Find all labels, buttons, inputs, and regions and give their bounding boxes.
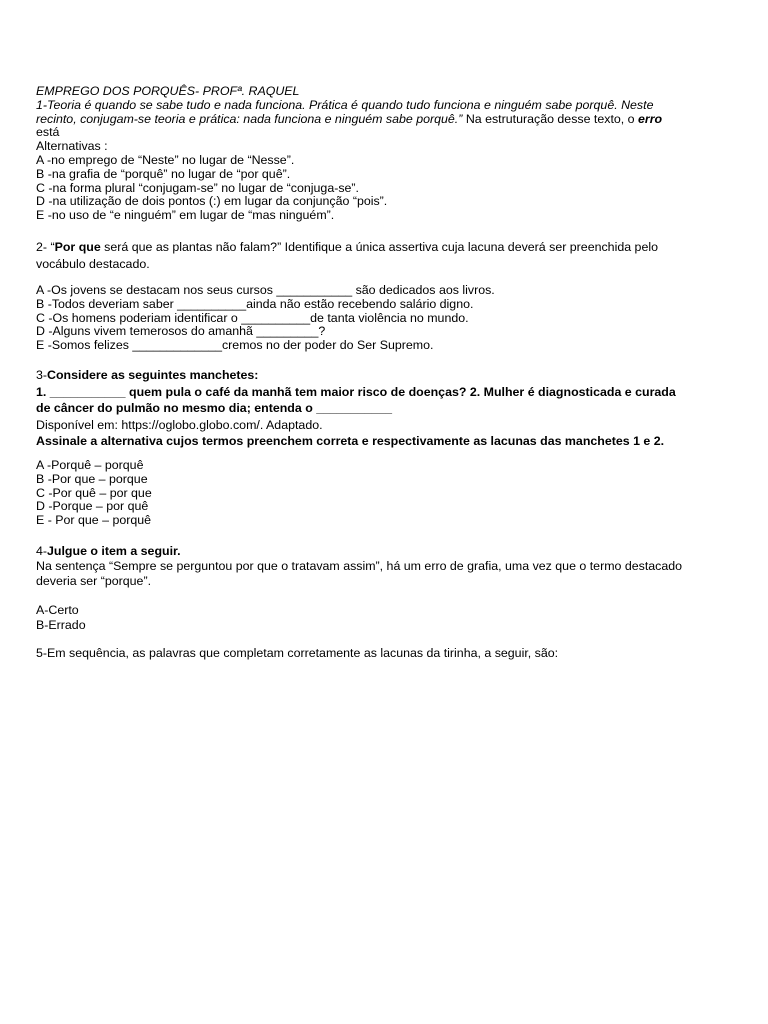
question-2-stem-line-2: vocábulo destacado. <box>36 257 150 271</box>
question-3-heading: 3-Considere as seguintes manchetes: <box>36 368 259 382</box>
question-2-stem: 2- “Por que será que as plantas não falam?” Identifique a única assertiva cuja lacuna deverá ser preenchida pelo <box>36 240 658 254</box>
headline-1: 1. ___________ quem pula o café da manhã tem maior risco de doenças? 2. Mulher é diagnosticada e curada <box>36 384 676 399</box>
question-1-quote-line-1: 1-Teoria é quando se sabe tudo e nada funciona. Prática é quando tudo funciona e ninguém sabe porquê. Neste <box>36 97 654 112</box>
option-4b: B-Errado <box>36 618 86 633</box>
question-5-text: 5-Em sequência, as palavras que completam corretamente as lacunas da tirinha, a seguir, são: <box>36 646 559 660</box>
question-2-options <box>36 284 726 353</box>
option-2e: E -Somos felizes _____________cremos no der poder do Ser Supremo. <box>36 338 434 353</box>
headline-2: de câncer do pulmão no mesmo dia; entenda o ___________ <box>36 401 393 416</box>
option-4a: A-Certo <box>36 603 79 617</box>
option-1c: C -na forma plural “conjugam-se” no lugar de “conjuga-se”. <box>36 180 359 195</box>
option-2b: B -Todos deveriam saber __________ainda não estão recebendo salário digno. <box>36 296 474 311</box>
option-3b: B -Por que – porque <box>36 471 148 486</box>
question-4-heading: 4-Julgue o item a seguir. <box>36 544 181 558</box>
option-3d: D -Porque – por quê <box>36 499 149 514</box>
question-1-quote-line-2: recinto, conjugam-se teoria e prática: nada funciona e ninguém sabe porquê.” Na estruturação desse texto, o erro <box>36 111 663 126</box>
question-2 <box>36 239 726 273</box>
option-1d: D -na utilização de dois pontos (:) em lugar da conjunção “pois”. <box>36 194 388 209</box>
question-3 <box>36 367 726 450</box>
option-3a: A -Porquê – porquê <box>36 458 144 472</box>
question-4-statement: Na sentença “Sempre se perguntou por que o tratavam assim”, há um erro de grafia, uma vez que o termo destacado <box>36 559 683 574</box>
option-2c: C -Os homens poderiam identificar o __________de tanta violência no mundo. <box>36 310 469 325</box>
option-1a: A -no emprego de “Neste” no lugar de “Nesse”. <box>36 152 295 167</box>
document-title: EMPREGO DOS PORQUÊS- PROFª. RAQUEL <box>36 84 300 98</box>
source-note: Disponível em: https://oglobo.globo.com/. Adaptado. <box>36 417 323 432</box>
alternatives-label: Alternativas : <box>36 139 108 154</box>
option-2d: D -Alguns vivem temerosos do amanhã _________? <box>36 324 326 339</box>
option-2a: A -Os jovens se destacam nos seus cursos ___________ são dedicados aos livros. <box>36 283 495 297</box>
question-1-stem-end: está <box>36 125 60 140</box>
question-5 <box>36 647 726 661</box>
option-3e: E - Por que – porquê <box>36 513 152 528</box>
question-3-instruction: Assinale a alternativa cujos termos preenchem correta e respectivamente as lacunas das manchetes 1 e 2. <box>36 434 665 449</box>
question-3-options <box>36 459 726 528</box>
option-1b: B -na grafia de “porquê” no lugar de “por quê”. <box>36 166 291 181</box>
question-1 <box>36 85 726 223</box>
question-4-options <box>36 603 726 633</box>
option-1e: E -no uso de “e ninguém” em lugar de “mas ninguém”. <box>36 208 335 223</box>
question-4 <box>36 544 726 590</box>
question-4-statement-line-2: deveria ser “porque”. <box>36 574 152 589</box>
option-3c: C -Por quê – por que <box>36 485 152 500</box>
